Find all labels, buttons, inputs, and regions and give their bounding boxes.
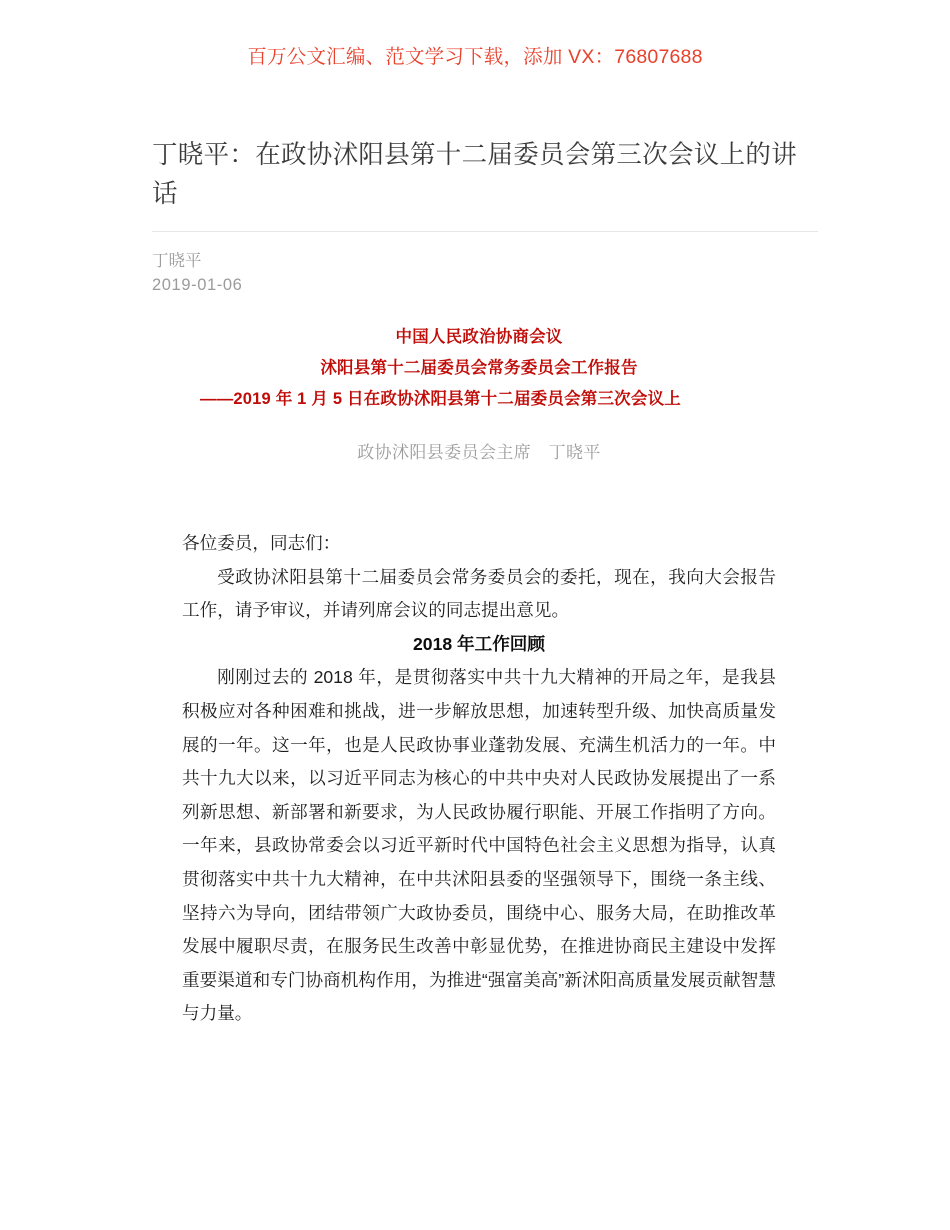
salutation-paragraph: 各位委员，同志们：	[182, 533, 341, 553]
header-divider	[152, 231, 818, 232]
article-date: 2019-01-06	[152, 276, 243, 294]
review-paragraph: 刚刚过去的 2018 年，是贯彻落实中共十九大精神的开局之年，是我县积极应对各种困难和挑战，进一步解放思想，加速转型升级、加快高质量发展的一年。这一年，也是人民政协事业蓬勃发展、充满生机活力的一年。中共十九大以来，以习近平同志为核心的中共中央对人民政协发展提出了一系列新思想、新部署和新要求，为人民政协履行职能、开展工作指明了方向。一年来，县政协常委会以习近平新时代中国特色社会主义思想为指导，认真贯彻落实中共十九大精神，在中共沭阳县委的坚强领导下，围绕一条主线、坚持六为导向，团结带领广大政协委员，围绕中心、服务大局，在助推改革发展中履职尽责，在服务民生改善中彰显优势，在推进协商民主建设中发挥重要渠道和专门协商机构作用，为推进“强富美高”新沭阳高质量发展贡献智慧与力量。	[182, 667, 776, 1024]
section-heading-2018-review: 2018 年工作回顾	[413, 633, 545, 654]
report-signature: 政协沭阳县委员会主席 丁晓平	[357, 443, 601, 462]
article-meta	[152, 249, 818, 297]
report-heading-line-1: 中国人民政治协商会议	[395, 328, 563, 346]
promo-banner: 百万公文汇编、范文学习下载，添加 VX：76807688	[247, 46, 703, 68]
article-header	[152, 136, 818, 297]
report-heading-line-3: ——2019 年 1 月 5 日在政协沭阳县第十二届委员会第三次会议上	[200, 390, 681, 408]
intro-paragraph: 受政协沭阳县第十二届委员会常务委员会的委托，现在，我向大会报告工作，请予审议，并请列席会议的同志提出意见。	[182, 566, 776, 621]
report-content	[182, 467, 776, 1031]
report-heading	[182, 322, 776, 415]
page-title: 丁晓平：在政协沭阳县第十二届委员会第三次会议上的讲话	[152, 141, 798, 208]
article-author: 丁晓平	[152, 252, 202, 270]
report-heading-line-2: 沭阳县第十二届委员会常务委员会工作报告	[320, 359, 638, 377]
document-body	[182, 322, 776, 1031]
